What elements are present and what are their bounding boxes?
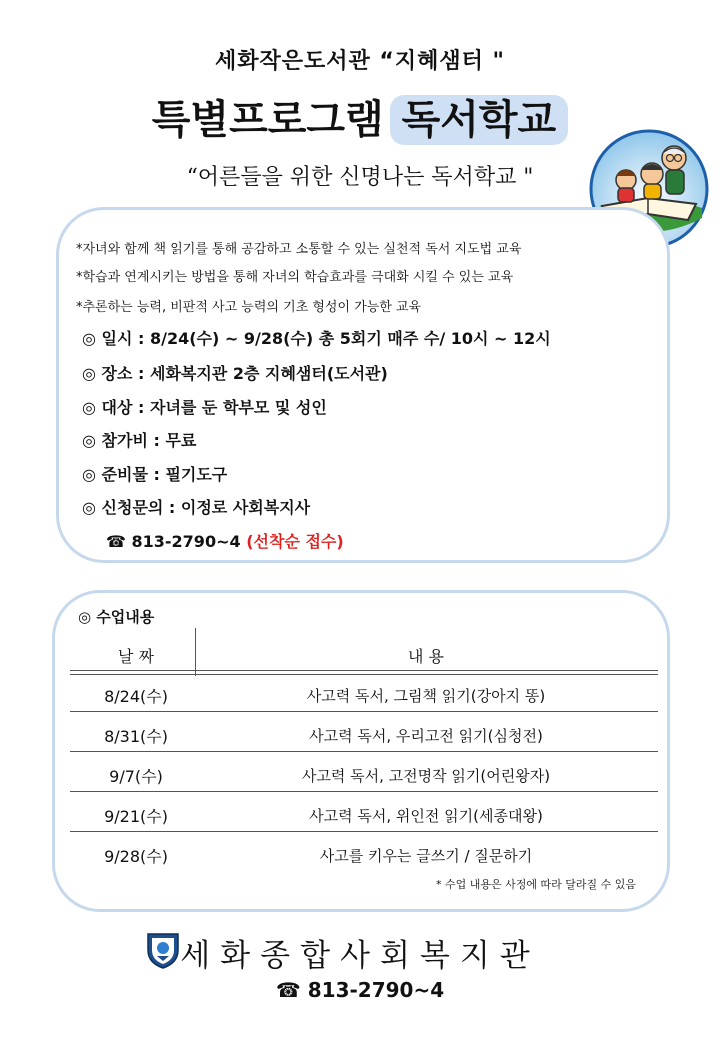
first-come-note: (선착순 접수)	[246, 532, 344, 551]
row-divider	[70, 791, 658, 792]
table-row-content: 사고력 독서, 고전명작 읽기(어린왕자)	[301, 767, 551, 785]
org-line: 세화작은도서관 “지혜샘터 "	[214, 49, 505, 74]
table-row-content: 사고력 독서, 위인전 읽기(세종대왕)	[309, 807, 543, 825]
contact-phone	[106, 529, 344, 552]
detail-schedule: ◎ 일시 : 8/24(수) ~ 9/28(수) 총 5회기 매주 수/ 10시 ~ 12시	[82, 329, 551, 348]
title-highlight: 독서학교	[390, 95, 569, 145]
column-header-date: 날 짜	[118, 647, 154, 666]
table-row-date: 9/28(수)	[104, 847, 168, 866]
schedule-note: * 수업 내용은 사정에 따라 달라질 수 있음	[436, 878, 636, 891]
row-divider	[70, 831, 658, 832]
column-header-content: 내 용	[408, 647, 444, 666]
detail-supplies: ◎ 준비물 : 필기도구	[82, 465, 228, 484]
detail-target: ◎ 대상 : 자녀를 둔 학부모 및 성인	[82, 398, 327, 417]
title-main: 특별프로그램	[151, 97, 384, 143]
table-row-content: 사고력 독서, 우리고전 읽기(심청전)	[309, 727, 543, 745]
detail-inquiry: ◎ 신청문의 : 이정로 사회복지사	[82, 498, 311, 517]
subtitle: “어른들을 위한 신명나는 독서학교 "	[186, 165, 534, 190]
row-divider	[70, 751, 658, 752]
description-line: *추론하는 능력, 비판적 사고 능력의 기초 형성이 가능한 교육	[76, 300, 422, 315]
table-row-date: 8/31(수)	[104, 727, 168, 746]
table-row-content: 사고력 독서, 그림책 읽기(강아지 똥)	[306, 687, 546, 705]
description-line: *학습과 연계시키는 방법을 통해 자녀의 학습효과를 극대화 시킬 수 있는 교육	[76, 270, 514, 285]
description-line: *자녀와 함께 책 읽기를 통해 공감하고 소통할 수 있는 실천적 독서 지도법 교육	[76, 242, 522, 257]
detail-place: ◎ 장소 : 세화복지관 2층 지혜샘터(도서관)	[82, 364, 388, 383]
table-row-date: 9/7(수)	[109, 767, 163, 786]
header-divider	[70, 670, 658, 675]
footer-org-name: 세화종합사회복지관	[180, 938, 540, 974]
detail-fee: ◎ 참가비 : 무료	[82, 431, 197, 450]
table-row-content: 사고를 키우는 글쓰기 / 질문하기	[319, 847, 533, 865]
table-row-date: 8/24(수)	[104, 687, 168, 706]
table-row-date: 9/21(수)	[104, 807, 168, 826]
phone-number: ☎ 813-2790~4	[106, 532, 241, 551]
footer-phone: ☎ 813-2790~4	[275, 978, 445, 1002]
row-divider	[70, 711, 658, 712]
class-header: ◎ 수업내용	[78, 608, 155, 626]
